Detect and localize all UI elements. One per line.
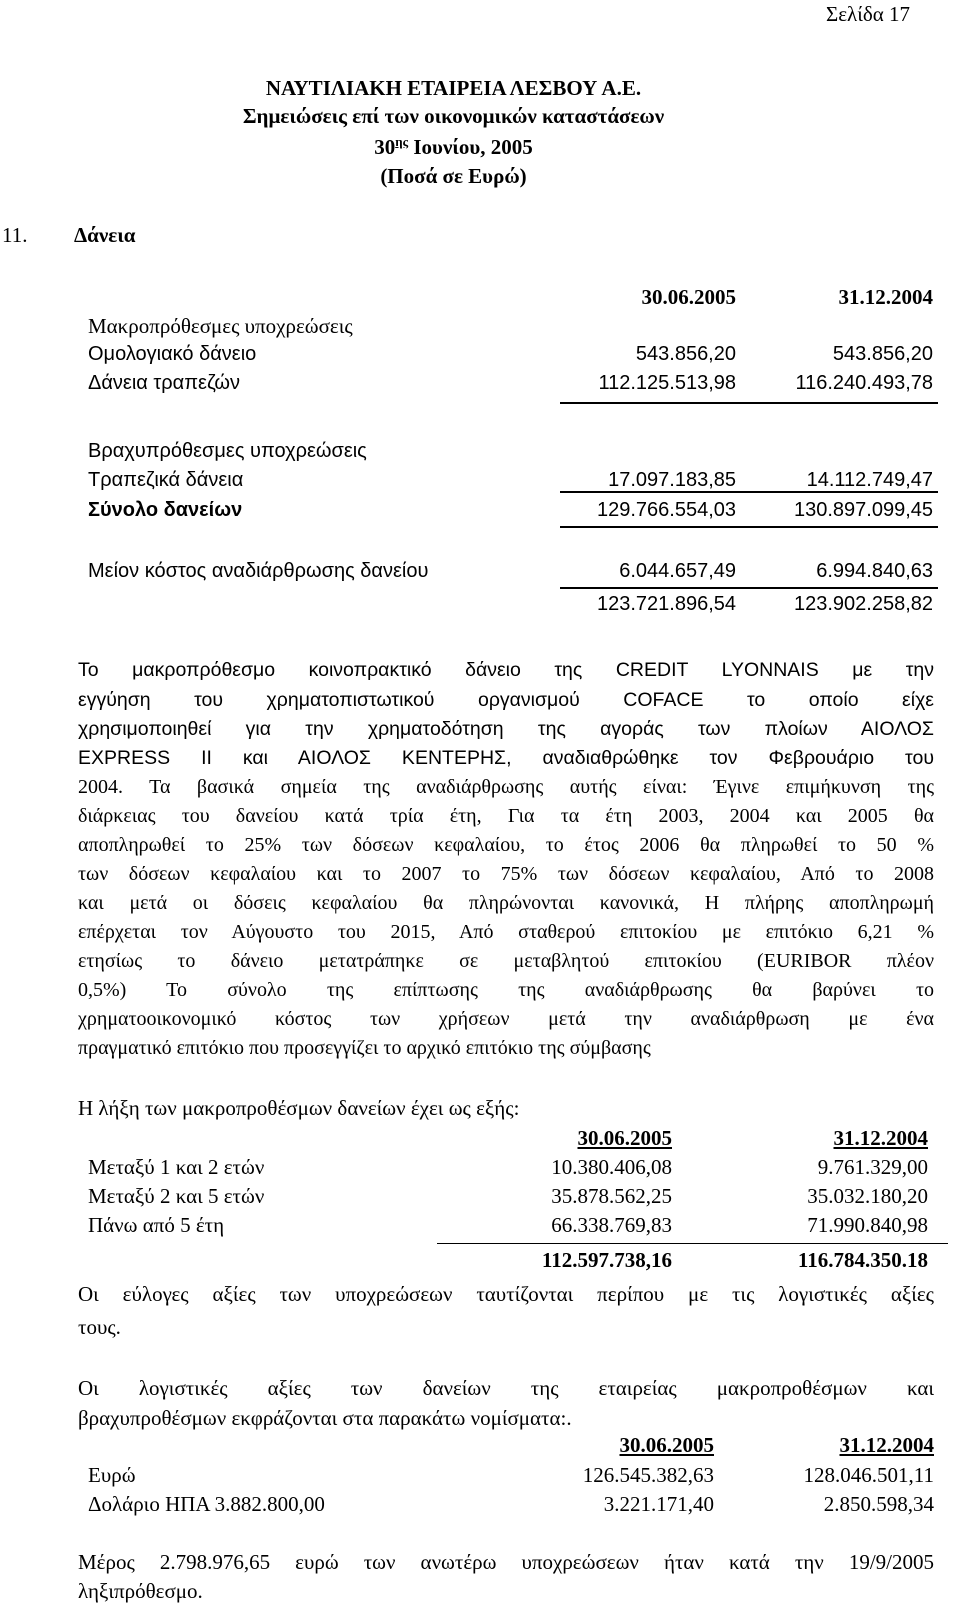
long-term-heading: Μακροπρόθεσμες υποχρεώσεις [88,314,353,338]
date-superscript: ης [395,134,409,149]
loans-col-header-2004: 31.12.2004 [838,285,933,309]
maturity-col-header-2005: 30.06.2005 [577,1126,672,1150]
restructuring-paragraph [78,655,934,1063]
total-loans-2004: 130.897.099,45 [793,499,933,521]
maturity-col-header-2004: 31.12.2004 [833,1126,928,1150]
currency-row-label: Δολάριο ΗΠΑ 3.882.800,00 [88,1492,325,1516]
paragraph-line: 0,5%) Το σύνολο της επίπτωσης της αναδιάρθρωσης θα βαρύνει το [78,979,934,1001]
bond-loan-2005: 543.856,20 [635,343,736,365]
currency-note: (Ποσά σε Ευρώ) [380,164,527,188]
fair-value-line: Οι εύλογες αξίες των υποχρεώσεων ταυτίζονται περίπου με τις λογιστικές αξίες [78,1282,934,1306]
bank-loans-2004: 116.240.493,78 [795,372,933,394]
bank-short-2004: 14.112.749,47 [806,469,933,491]
currency-col-header-2005: 30.06.2005 [619,1433,714,1457]
total-loans-2005: 129.766.554,03 [596,499,736,521]
fair-value-note [78,1278,934,1344]
paragraph-line: χρησιμοποιηθεί για την χρηματοδότηση της αγοράς των πλοίων ΑΙΟΛΟΣ [78,718,934,740]
maturity-row-2005: 35.878.562,25 [551,1184,672,1208]
date-rest: Ιουνίου, 2005 [413,135,533,159]
bank-loans-2005: 112.125.513,98 [598,372,736,394]
paragraph-line: επέρχεται τον Αύγουστο του 2015, Από σταθερού επιτοκίου με επιτόκιο 6,21 % [78,921,934,943]
net-rule [560,587,938,589]
maturity-row-label: Μεταξύ 1 και 2 ετών [88,1155,265,1179]
paragraph-line: Το μακροπρόθεσμο κοινοπρακτικό δάνειο της CREDIT LYONNAIS με την [78,659,934,681]
paragraph-line: πραγματικό επιτόκιο που προσεγγίζει το αρχικό επιτόκιο της σύμβασης [78,1037,651,1059]
date-day: 30 [374,135,396,159]
overdue-line: ληξιπρόθεσμο. [78,1579,203,1603]
paragraph-line: διάρκειας του δανείου κατά τρία έτη, Για τα έτη 2003, 2004 και 2005 θα [78,805,934,827]
short-term-heading: Βραχυπρόθεσμες υποχρεώσεις [88,440,367,462]
maturity-row-2004: 9.761.329,00 [817,1155,928,1179]
document-subtitle: Σημειώσεις επί των οικονομικών καταστάσεων [242,104,665,128]
section-title: Δάνεια [74,223,136,247]
net-loans-2005: 123.721.896,54 [596,593,736,615]
maturity-row-2004: 71.990.840,98 [807,1213,928,1237]
company-title: ΝΑΥΤΙΛΙΑΚΗ ΕΤΑΙΡΕΙΑ ΛΕΣΒΟΥ Α.Ε. [265,76,642,100]
overdue-note [78,1548,934,1606]
currency-row-2004: 2.850.598,34 [823,1492,934,1516]
maturity-row-2005: 66.338.769,83 [551,1213,672,1237]
currency-col-header-2004: 31.12.2004 [839,1433,934,1457]
total-loans-label: Σύνολο δανείων [88,499,243,521]
maturity-total-2005: 112.597.738,16 [541,1248,672,1272]
restructuring-cost-label: Μείον κόστος αναδιάρθρωσης δανείου [88,560,429,582]
maturity-row-2005: 10.380.406,08 [551,1155,672,1179]
page-number: Σελίδα 17 [825,2,910,26]
currency-intro-line: Οι λογιστικές αξίες των δανείων της εταιρείας μακροπροθέσμων και [78,1376,934,1400]
currency-row-label: Ευρώ [88,1463,136,1487]
paragraph-line: EXPRESS II και ΑΙΟΛΟΣ ΚΕΝΤΕΡΗΣ, αναδιαθρώθηκε τον Φεβρουάριο του [78,747,934,769]
paragraph-line: ετησίως το δάνειο μετατράπηκε σε μεταβλητού επιτοκίου (EURIBOR πλέον [78,950,934,972]
subtotal-rule [560,402,938,404]
restructuring-cost-2004: 6.994.840,63 [816,560,933,582]
paragraph-line: εγγύηση του χρηματοπιστωτικού οργανισμού COFACE το οποίο είχε [78,689,934,711]
currency-row-2005: 3.221.171,40 [603,1492,714,1516]
paragraph-line: αποπληρωθεί το 25% των δόσεων κεφαλαίου, το έτος 2006 θα πληρωθεί το 50 % [78,834,934,856]
maturity-total-rule [437,1243,948,1244]
bank-loans-label: Δάνεια τραπεζών [88,372,241,394]
paragraph-line: 2004. Τα βασικά σημεία της αναδιάρθρωσης αυτής είναι: Έγινε επιμήκυνση της [78,776,934,798]
paragraph-line: και μετά οι δόσεις κεφαλαίου θα πληρώνονται κανονικά, Η πλήρης αποπληρωμή [78,892,934,914]
total-rule [560,491,938,493]
bank-short-label: Τραπεζικά δάνεια [88,469,244,491]
paragraph-line: χρηματοοικονομικό κόστος των χρήσεων μετά την αναδιάρθρωση με ένα [78,1008,934,1030]
maturity-row-2004: 35.032.180,20 [807,1184,928,1208]
net-loans-2004: 123.902.258,82 [793,593,933,615]
bank-short-2005: 17.097.183,85 [608,469,736,491]
paragraph-line: των δόσεων κεφαλαίου και το 2007 το 75% των δόσεων κεφαλαίου, Από το 2008 [78,863,934,885]
section-number: 11. [2,223,28,247]
total-underline [560,526,938,528]
bond-loan-2004: 543.856,20 [832,343,933,365]
maturity-row-label: Μεταξύ 2 και 5 ετών [88,1184,265,1208]
restructuring-cost-2005: 6.044.657,49 [619,560,736,582]
loans-col-header-2005: 30.06.2005 [641,285,736,309]
currency-row-2004: 128.046.501,11 [803,1463,934,1487]
overdue-line: Μέρος 2.798.976,65 ευρώ των ανωτέρω υποχρεώσεων ήταν κατά την 19/9/2005 [78,1550,934,1574]
currency-row-2005: 126.545.382,63 [582,1463,714,1487]
report-date [0,134,907,160]
currency-intro-line: βραχυπροθέσμων εκφράζονται στα παρακάτω νομίσματα:. [78,1406,572,1430]
maturity-intro: Η λήξη των μακροπροθέσμων δανείων έχει ως εξής: [78,1096,520,1120]
maturity-row-label: Πάνω από 5 έτη [88,1213,225,1237]
currency-intro [78,1373,934,1433]
bond-loan-label: Ομολογιακό δάνειο [88,343,257,365]
fair-value-line: τους. [78,1315,121,1339]
maturity-total-2004: 116.784.350.18 [797,1248,928,1272]
